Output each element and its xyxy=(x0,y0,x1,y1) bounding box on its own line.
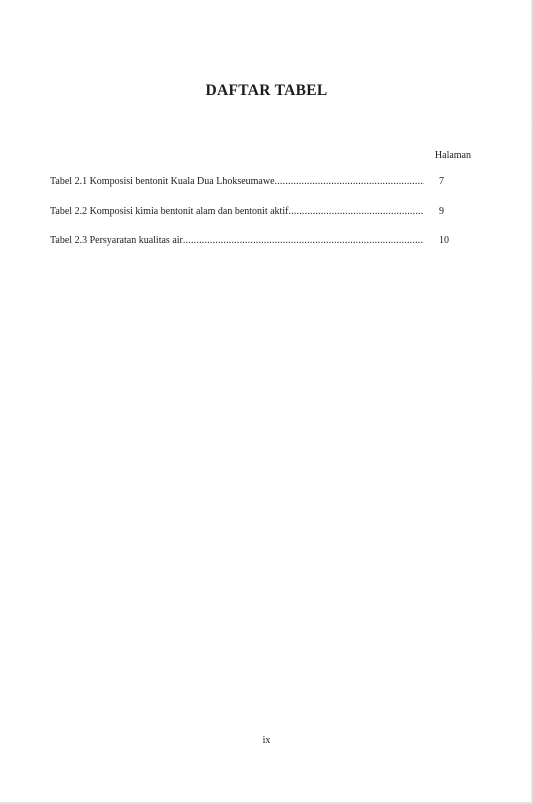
dot-leader xyxy=(183,235,424,246)
toc-entry-label: Tabel 2.3 Persyaratan kualitas air xyxy=(50,235,183,246)
toc-entry-page: 9 xyxy=(439,205,444,217)
toc-entry-line xyxy=(50,176,424,187)
list-item xyxy=(50,235,455,265)
table-list xyxy=(50,176,455,265)
toc-entry-page: 10 xyxy=(439,235,449,246)
list-item xyxy=(50,206,455,236)
page-column-header: Halaman xyxy=(434,150,471,161)
toc-entry-label: Tabel 2.1 Komposisi bentonit Kuala Dua Lhokseumawe xyxy=(50,176,275,187)
toc-entry-line xyxy=(50,235,424,246)
toc-entry-line xyxy=(50,206,424,217)
page-number: ix xyxy=(262,735,271,746)
page-title: DAFTAR TABEL xyxy=(205,82,328,99)
dot-leader xyxy=(275,176,424,187)
dot-leader xyxy=(288,206,424,217)
toc-entry-label: Tabel 2.2 Komposisi kimia bentonit alam dan bentonit aktif xyxy=(50,205,289,217)
list-item xyxy=(50,176,455,206)
toc-entry-page: 7 xyxy=(439,176,444,187)
